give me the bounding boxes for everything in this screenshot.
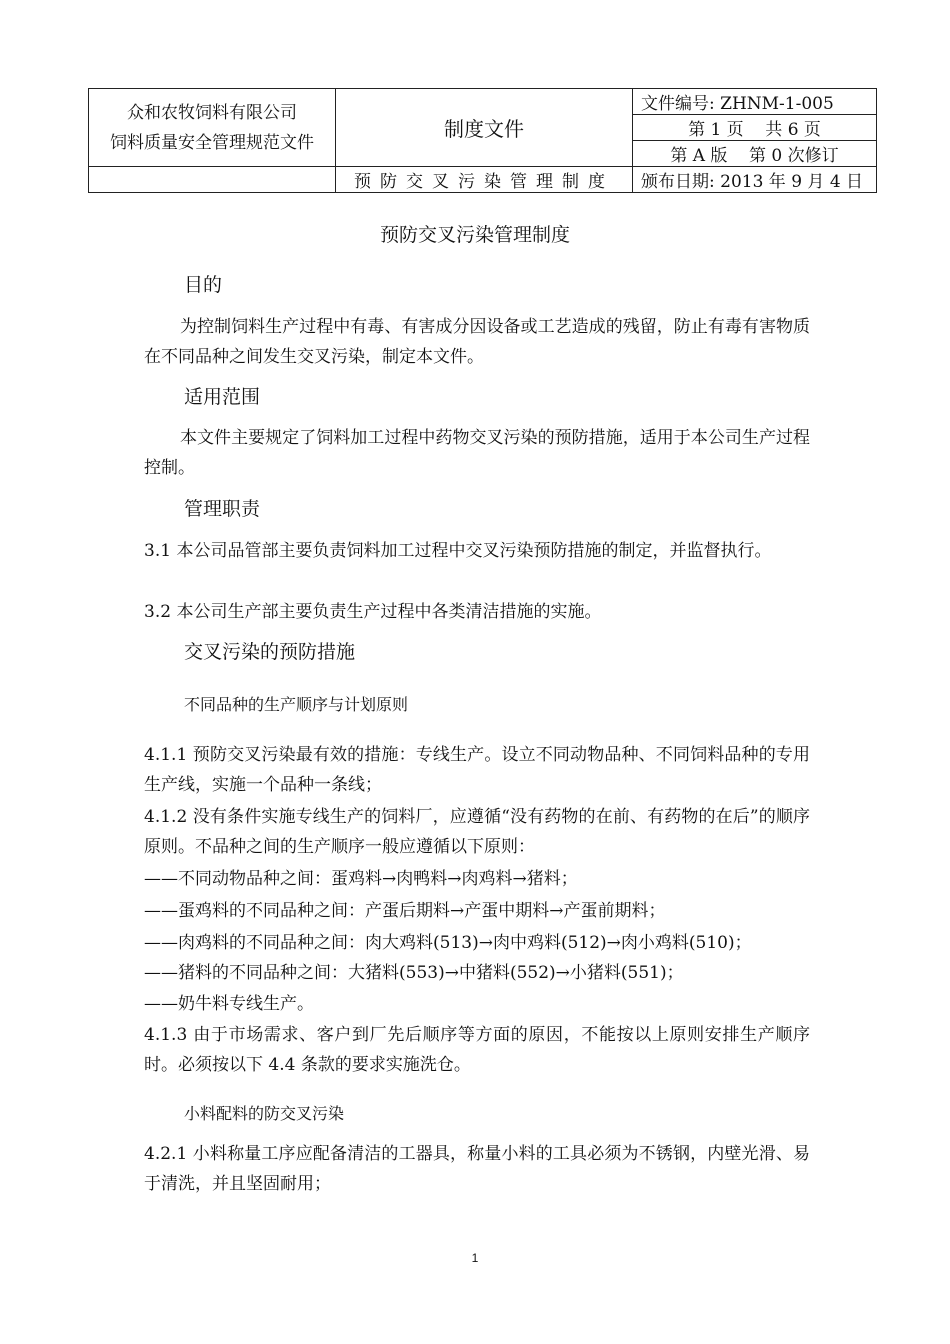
- clause-4-1-3: 4.1.3 由于市场需求、客户到厂先后顺序等方面的原因，不能按以上原则安排生产顺序时。必须按以下 4.4 条款的要求实施洗仓。: [144, 1025, 810, 1075]
- empty-cell: [89, 167, 336, 193]
- clause-4-2-1: 4.2.1 小料称量工序应配备清洁的工器具，称量小料的工具必须为不锈钢，内壁光滑、易于清洗，并且坚固耐用；: [144, 1144, 810, 1194]
- doc-number: 文件编号: ZHNM-1-005: [633, 89, 877, 115]
- subheading-micro-ingredients: 小料配料的防交叉污染: [184, 1104, 345, 1123]
- company-cell: [89, 89, 336, 167]
- purpose-text: 为控制饲料生产过程中有毒、有害成分因设备或工艺造成的残留，防止有毒有害物质在不同品种之间发生交叉污染，制定本文件。: [144, 317, 810, 367]
- page-count: 第 1 页 共 6 页: [633, 115, 877, 141]
- duty-item-1: 3.1 本公司品管部主要负责饲料加工过程中交叉污染预防措施的制定，并监督执行。: [144, 541, 772, 561]
- subheading-production-order: 不同品种的生产顺序与计划原则: [184, 695, 409, 714]
- issue-date: 颁布日期: 2013 年 9 月 4 日: [633, 167, 877, 193]
- scope-text: 本文件主要规定了饲料加工过程中药物交叉污染的预防措施，适用于本公司生产过程控制。: [144, 428, 810, 478]
- company-name: 众和农牧饲料有限公司: [127, 102, 297, 123]
- doc-type: 制度文件: [336, 89, 633, 167]
- clause-4-1-1: 4.1.1 预防交叉污染最有效的措施：专线生产。设立不同动物品种、不同饲料品种的专用生产线，实施一个品种一条线；: [144, 745, 810, 795]
- document-header-table: [88, 88, 877, 193]
- order-rule-dairy: ——奶牛料专线生产。: [144, 994, 314, 1014]
- heading-purpose: 目的: [184, 274, 223, 296]
- version-info: 第 A 版 第 0 次修订: [633, 141, 877, 167]
- document-series: 饲料质量安全管理规范文件: [110, 132, 314, 153]
- heading-duties: 管理职责: [184, 498, 261, 520]
- order-rule-pigs: ——猪料的不同品种之间：大猪料(553)→中猪料(552)→小猪料(551)；: [144, 963, 684, 983]
- heading-measures: 交叉污染的预防措施: [184, 641, 356, 663]
- heading-scope: 适用范围: [184, 386, 261, 408]
- duty-item-2: 3.2 本公司生产部主要负责生产过程中各类清洁措施的实施。: [144, 602, 602, 622]
- order-rule-layers: ——蛋鸡料的不同品种之间：产蛋后期料→产蛋中期料→产蛋前期料；: [144, 901, 666, 921]
- document-title: 预防交叉污染管理制度: [379, 224, 570, 246]
- order-rule-animals: ——不同动物品种之间：蛋鸡料→肉鸭料→肉鸡料→猪料；: [144, 869, 578, 889]
- order-rule-broilers: ——肉鸡料的不同品种之间：肉大鸡料(513)→肉中鸡料(512)→肉小鸡料(510)；: [144, 933, 752, 953]
- page-number: 1: [471, 1251, 479, 1265]
- clause-4-1-2: 4.1.2 没有条件实施专线生产的饲料厂，应遵循“没有药物的在前、有药物的在后”的顺序原则。不品种之间的生产顺序一般应遵循以下原则：: [144, 807, 810, 857]
- doc-name: 预防交叉污染管理制度: [336, 167, 633, 193]
